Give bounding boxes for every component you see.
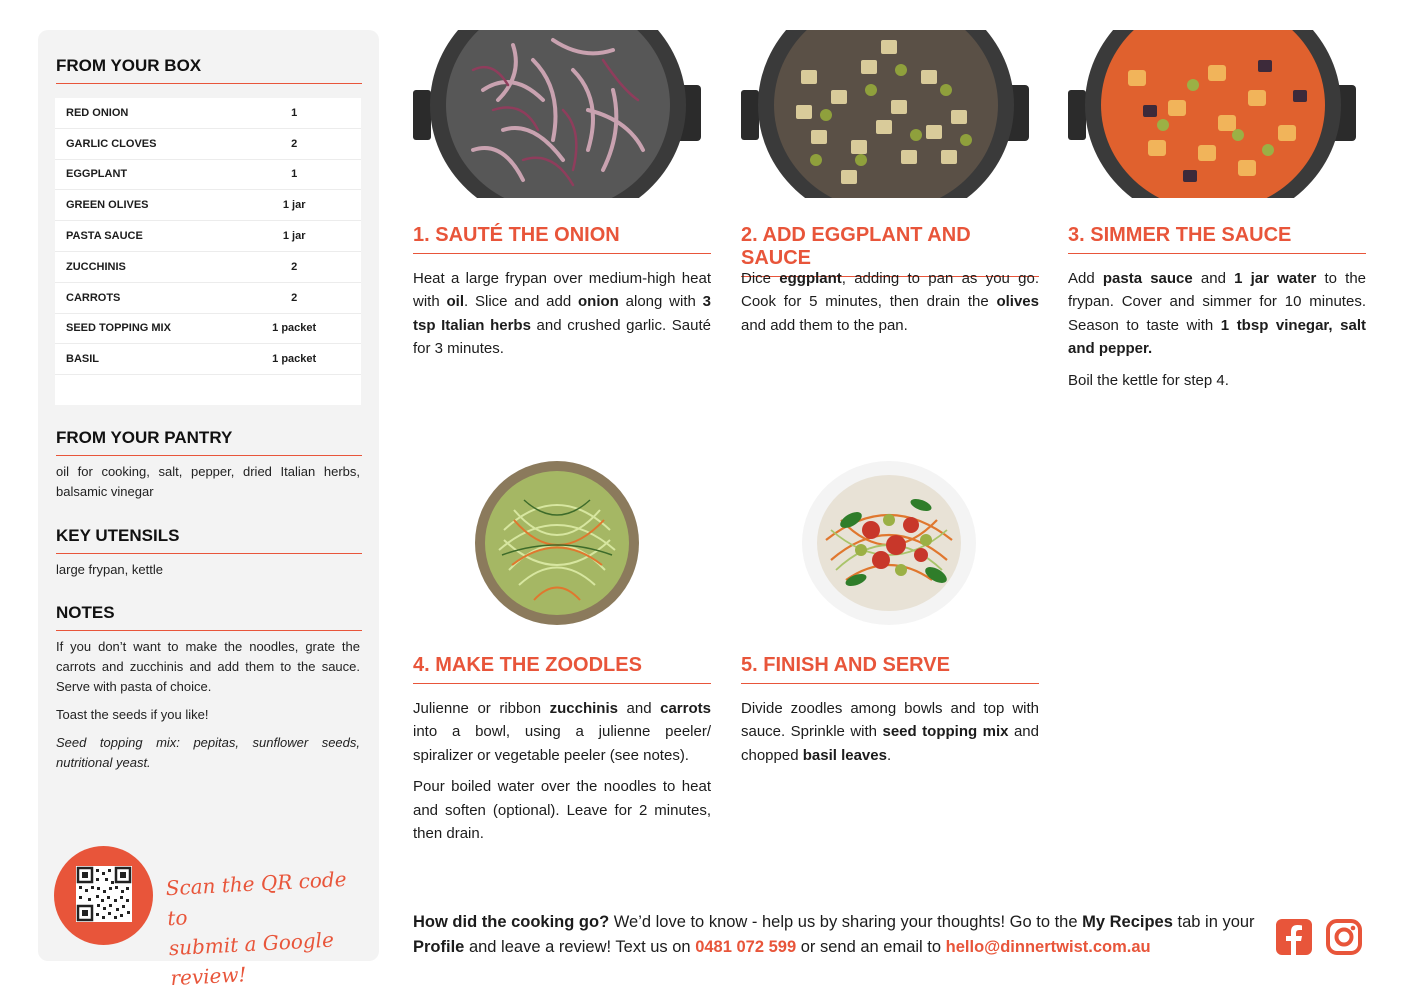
key-utensils-heading: KEY UTENSILS bbox=[56, 526, 362, 554]
ingredient-name: GREEN OLIVES bbox=[66, 199, 149, 212]
step-4-title: 4. MAKE THE ZOODLES bbox=[413, 654, 711, 684]
utensils-list: large frypan, kettle bbox=[56, 562, 163, 577]
step-2-body bbox=[741, 267, 1039, 345]
step-paragraph bbox=[1068, 267, 1366, 361]
step-bold-text: seed topping mix bbox=[882, 723, 1009, 741]
ingredient-name: RED ONION bbox=[66, 106, 129, 119]
step-bold-text: oil bbox=[446, 293, 464, 311]
qr-caption bbox=[165, 863, 371, 992]
step-2-photo bbox=[741, 30, 1039, 198]
ingredient-name: ZUCCHINIS bbox=[66, 260, 126, 273]
ingredient-qty: 1 jar bbox=[282, 230, 306, 243]
ingredient-row bbox=[55, 129, 361, 160]
ingredient-row bbox=[55, 221, 361, 252]
step-5-body bbox=[741, 697, 1039, 775]
step-paragraph bbox=[741, 697, 1039, 767]
step-bold-text: eggplant bbox=[779, 270, 842, 287]
step-text: Julienne or ribbon bbox=[413, 700, 550, 717]
step-text: Add bbox=[1068, 270, 1103, 287]
step-text: Divide zoodles among bowls and top with sauce. Sprinkle with bbox=[741, 700, 1039, 741]
from-your-box-heading: FROM YOUR BOX bbox=[56, 56, 362, 84]
footer-text-run: tab in your bbox=[1172, 913, 1255, 931]
contact-link[interactable]: hello@dinnertwist.com.au bbox=[945, 938, 1151, 956]
facebook-icon[interactable] bbox=[1275, 918, 1313, 956]
step-bold-text: zucchinis bbox=[549, 700, 618, 717]
note-paragraph: Seed topping mix: pepitas, sunflower seeds, nutritional yeast. bbox=[56, 735, 360, 770]
step-text: Dice bbox=[741, 270, 780, 287]
step-bold-text: 1 jar water bbox=[1234, 270, 1317, 287]
from-your-pantry-heading: FROM YOUR PANTRY bbox=[56, 428, 362, 456]
pantry-list: oil for cooking, salt, pepper, dried Italian herbs, balsamic vinegar bbox=[56, 464, 360, 499]
pantry-text bbox=[56, 462, 360, 510]
contact-link[interactable]: 0481 072 599 bbox=[695, 938, 797, 956]
ingredient-qty: 1 bbox=[291, 168, 298, 181]
step-text: and bbox=[1192, 270, 1235, 287]
ingredient-row bbox=[55, 314, 361, 345]
step-bold-text: pasta sauce bbox=[1102, 270, 1193, 287]
ingredient-qty: 1 bbox=[291, 106, 298, 119]
step-2-title: 2. ADD EGGPLANT AND SAUCE bbox=[741, 224, 1039, 277]
step-1-title: 1. SAUTÉ THE ONION bbox=[413, 224, 711, 254]
ingredient-qty: 1 packet bbox=[272, 353, 317, 366]
instagram-icon[interactable] bbox=[1325, 918, 1363, 956]
ingredient-name: BASIL bbox=[66, 353, 99, 366]
step-text: , adding to pan as you go. Cook for 5 minutes, then drain the bbox=[741, 270, 1039, 311]
footer-text-run: or send an email to bbox=[796, 938, 946, 956]
step-5-title: 5. FINISH AND SERVE bbox=[741, 654, 1039, 684]
ingredient-qty: 2 bbox=[291, 260, 298, 273]
ingredient-row bbox=[55, 190, 361, 221]
step-bold-text: basil leaves bbox=[802, 746, 887, 764]
step-text: and add them to the pan. bbox=[741, 316, 908, 334]
notes-text bbox=[56, 637, 360, 781]
qr-code-icon[interactable] bbox=[76, 866, 132, 922]
ingredient-row bbox=[55, 98, 361, 129]
note-paragraph: Toast the seeds if you like! bbox=[56, 707, 209, 722]
step-paragraph bbox=[741, 267, 1039, 337]
step-4-photo bbox=[474, 460, 640, 626]
step-text: . Slice and add bbox=[464, 293, 578, 311]
sidebar-panel bbox=[38, 30, 379, 991]
notes-heading: NOTES bbox=[56, 603, 362, 631]
step-bold-text: carrots bbox=[660, 700, 711, 717]
step-text: along with bbox=[618, 293, 703, 311]
ingredients-table bbox=[55, 98, 361, 405]
step-text: Pour boiled water over the noodles to heat and soften (optional). Leave for 2 minutes, then drain. bbox=[413, 778, 711, 843]
step-3-photo bbox=[1068, 30, 1366, 198]
ingredient-row bbox=[55, 344, 361, 375]
footer-text-run: My Recipes bbox=[1082, 913, 1173, 931]
ingredient-row bbox=[55, 283, 361, 314]
step-text: and crushed garlic. Sauté for 3 minutes. bbox=[413, 316, 712, 358]
ingredient-qty: 1 jar bbox=[282, 199, 306, 212]
step-1-body bbox=[413, 267, 711, 369]
footer-text-run: and leave a review! Text us on bbox=[464, 938, 696, 956]
ingredient-name: PASTA SAUCE bbox=[66, 230, 143, 243]
step-text: Boil the kettle for step 4. bbox=[1068, 371, 1229, 389]
ingredient-qty: 2 bbox=[291, 291, 298, 304]
step-paragraph bbox=[413, 775, 711, 845]
step-5-photo bbox=[801, 460, 977, 626]
step-text: into a bowl, using a julienne peeler/ spiralizer or vegetable peeler (see notes). bbox=[413, 723, 711, 764]
step-bold-text: onion bbox=[578, 293, 619, 311]
step-paragraph bbox=[1068, 369, 1366, 392]
step-text: to the frypan. Cover and simmer for 10 minutes. Season to taste with bbox=[1068, 270, 1366, 334]
ingredient-name: SEED TOPPING MIX bbox=[66, 322, 171, 335]
review-footer bbox=[413, 910, 1273, 960]
ingredient-name: EGGPLANT bbox=[66, 168, 128, 181]
step-1-photo bbox=[413, 30, 711, 198]
utensils-text bbox=[56, 560, 360, 588]
footer-text-run: We’d love to know - help us by sharing your thoughts! Go to the bbox=[609, 913, 1083, 931]
step-paragraph bbox=[413, 267, 711, 361]
step-text: Heat a large frypan over medium-high heat with bbox=[413, 270, 711, 311]
ingredient-name: GARLIC CLOVES bbox=[66, 137, 157, 150]
ingredient-qty: 1 packet bbox=[272, 322, 317, 335]
qr-badge[interactable] bbox=[54, 846, 153, 945]
step-text: and chopped bbox=[741, 723, 1039, 764]
step-3-body bbox=[1068, 267, 1366, 400]
qr-caption-line: Scan the QR code to bbox=[165, 866, 348, 931]
step-text: . bbox=[886, 746, 892, 764]
step-text: and bbox=[617, 700, 661, 717]
step-bold-text: 3 tsp Italian herbs bbox=[413, 293, 711, 334]
step-paragraph bbox=[413, 697, 711, 767]
step-3-title: 3. SIMMER THE SAUCE bbox=[1068, 224, 1366, 254]
step-bold-text: 1 tbsp vinegar, salt and pepper. bbox=[1068, 316, 1366, 358]
note-paragraph: If you don’t want to make the noodles, grate the carrots and zucchinis and add them to the sauce. Serve with pasta of choice. bbox=[56, 639, 360, 694]
step-4-body bbox=[413, 697, 711, 853]
footer-text-run: Profile bbox=[413, 938, 465, 956]
ingredient-name: CARROTS bbox=[66, 291, 121, 304]
step-bold-text: olives bbox=[996, 293, 1039, 311]
ingredient-row bbox=[55, 160, 361, 191]
qr-caption-line: submit a Google review! bbox=[168, 927, 335, 991]
ingredient-qty: 2 bbox=[291, 137, 298, 150]
footer-text-run: How did the cooking go? bbox=[413, 913, 610, 931]
ingredient-row bbox=[55, 252, 361, 283]
